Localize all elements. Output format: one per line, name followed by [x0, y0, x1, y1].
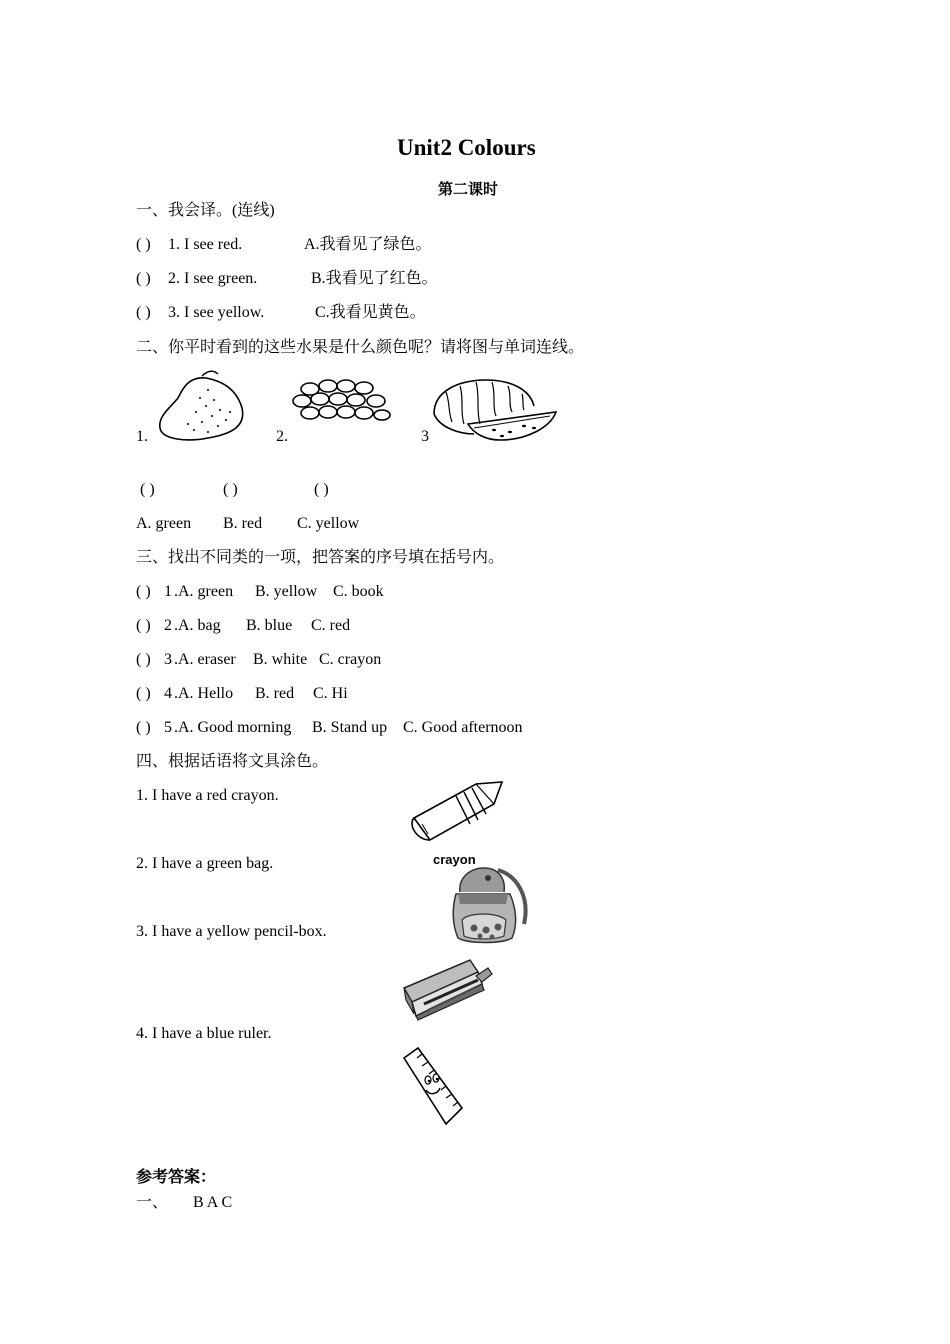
- s3-option-b: B. blue: [246, 617, 293, 634]
- s4-sentence: 2. I have a green bag.: [136, 855, 274, 872]
- page-subtitle: 第二课时: [438, 182, 499, 198]
- section-1-heading: 一、我会译。(连线): [136, 202, 275, 219]
- page-title: Unit2 Colours: [397, 135, 536, 160]
- answer-blank[interactable]: ( ): [136, 685, 151, 702]
- colour-option: B. red: [223, 515, 263, 532]
- ruler-image[interactable]: [400, 1044, 464, 1130]
- s3-option-b: B. Stand up: [312, 719, 388, 736]
- s1-item-en: 1. I see red.: [168, 236, 243, 253]
- s1-item-en: 2. I see green.: [168, 270, 258, 287]
- s3-option-c: C. Good afternoon: [403, 719, 523, 736]
- s3-item-number: 1: [164, 583, 172, 600]
- s4-sentence: 1. I have a red crayon.: [136, 787, 279, 804]
- grapes-image: [288, 375, 394, 431]
- s3-item-number: 4: [164, 685, 172, 702]
- fruit-number: 1.: [136, 428, 148, 445]
- answer-blank[interactable]: ( ): [140, 481, 155, 498]
- s3-option-b: B. yellow: [255, 583, 318, 600]
- section-2-heading: 二、你平时看到的这些水果是什么颜色呢？请将图与单词连线。: [136, 339, 585, 356]
- backpack-image[interactable]: [446, 864, 530, 946]
- answers-line-prefix: 一、: [136, 1194, 169, 1211]
- colour-option: C. yellow: [297, 515, 360, 532]
- answer-blank[interactable]: ( ): [136, 270, 151, 287]
- fruit-number: 3: [421, 428, 429, 445]
- answer-blank[interactable]: ( ): [136, 583, 151, 600]
- s3-option-c: C. red: [311, 617, 351, 634]
- s1-item-cn: A.我看见了绿色。: [304, 236, 432, 253]
- answer-blank[interactable]: ( ): [314, 481, 329, 498]
- s3-item-number: 3: [164, 651, 172, 668]
- fruit-number: 2.: [276, 428, 288, 445]
- s4-sentence: 3. I have a yellow pencil-box.: [136, 923, 327, 940]
- section-3-heading: 三、找出不同类的一项，把答案的序号填在括号内。: [136, 549, 505, 566]
- answer-blank[interactable]: ( ): [136, 719, 151, 736]
- section-4-heading: 四、根据话语将文具涂色。: [136, 753, 329, 770]
- s3-option-a: .A. eraser: [174, 651, 236, 668]
- s1-item-cn: C.我看见黄色。: [315, 304, 426, 321]
- answer-blank[interactable]: ( ): [136, 617, 151, 634]
- s4-sentence: 4. I have a blue ruler.: [136, 1025, 272, 1042]
- answer-blank[interactable]: ( ): [136, 304, 151, 321]
- answers-line-value: B A C: [193, 1194, 233, 1211]
- s3-option-c: C. Hi: [313, 685, 348, 702]
- s3-option-a: .A. green: [174, 583, 234, 600]
- s1-item-en: 3. I see yellow.: [168, 304, 265, 321]
- pear-image: [148, 368, 256, 444]
- s3-option-c: C. book: [333, 583, 384, 600]
- pencil-box-image[interactable]: [400, 954, 496, 1024]
- answer-blank[interactable]: ( ): [136, 236, 151, 253]
- crayon-image[interactable]: [408, 778, 508, 844]
- s1-item-cn: B.我看见了红色。: [311, 270, 438, 287]
- answer-blank[interactable]: ( ): [223, 481, 238, 498]
- answers-heading: 参考答案：: [136, 1169, 217, 1186]
- s3-item-number: 2: [164, 617, 172, 634]
- s3-option-a: .A. Hello: [174, 685, 234, 702]
- answer-blank[interactable]: ( ): [136, 651, 151, 668]
- s3-option-c: C. crayon: [319, 651, 382, 668]
- s3-item-number: 5: [164, 719, 172, 736]
- crayon-label: crayon: [433, 852, 476, 867]
- colour-option: A. green: [136, 515, 192, 532]
- s3-option-b: B. white: [253, 651, 308, 668]
- s3-option-a: .A. Good morning: [174, 719, 292, 736]
- s3-option-a: .A. bag: [174, 617, 221, 634]
- watermelon-image: [430, 378, 560, 444]
- s3-option-b: B. red: [255, 685, 295, 702]
